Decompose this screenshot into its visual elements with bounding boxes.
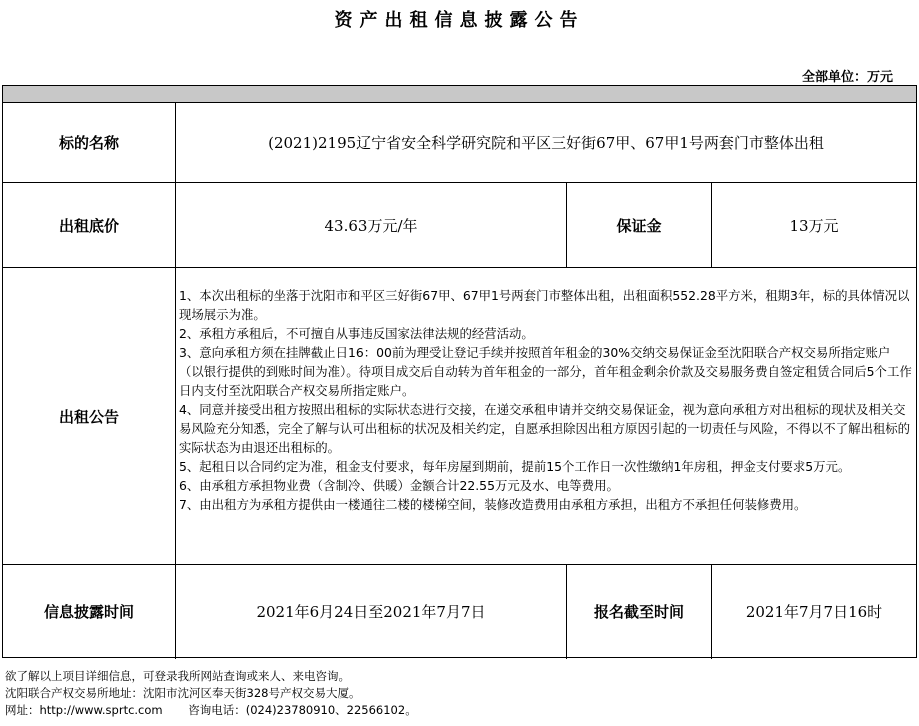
notice-item: 2、承租方承租后，不可擅自从事违反国家法律法规的经营活动。 (179, 326, 534, 341)
deposit-value: 13万元 (789, 216, 839, 235)
deadline-value: 2021年7月7日16时 (745, 603, 883, 621)
reserve-price-value: 43.63万元/年 (324, 216, 418, 235)
disclosure-time-value: 2021年6月24日至2021年7月7日 (256, 603, 486, 621)
notice-item: 3、意向承租方须在挂牌截止日16：00前为理受让登记手续并按照首年租金的30%交纳交易保证金至沈阳联合产权交易所指定账户（以银行提供的到账时间为准）。待项目成交后自动转为首年租金的一部分，首年租金剩余价款及交易服务费自签定租赁合同后5个工作日内支付至沈阳联合产权交易所指定账户。 (179, 345, 912, 398)
notice-item: 4、同意并接受出租方按照出租标的实际状态进行交接，在递交承租申请并交纳交易保证金，视为意向承租方对出租标的现状及相关交易风险充分知悉，完全了解与认可出租标的状况及相关约定，自愿承担除因出租方原因引起的一切责任与风险，不得以不了解出租标的实际状态为由退还出租标的。 (179, 402, 911, 455)
deadline-label: 报名截至时间 (593, 603, 684, 621)
notice-item: 6、由承租方承担物业费（含制冷、供暖）金额合计22.55万元及水、电等费用。 (179, 478, 619, 493)
notice-label: 出租公告 (58, 407, 119, 426)
item-name-value: (2021)2195辽宁省安全科学研究院和平区三好街67甲、67甲1号两套门市整体出租 (268, 134, 824, 152)
deposit-label: 保证金 (616, 216, 662, 235)
reserve-price-label: 出租底价 (58, 216, 119, 235)
disclosure-table (2, 85, 917, 658)
page-title: 资产出租信息披露公告 (334, 10, 585, 31)
notice-content (179, 286, 913, 514)
footer-info (5, 668, 417, 719)
disclosure-time-label: 信息披露时间 (43, 603, 134, 621)
footer-line: 网址：http://www.sprtc.com 咨询电话：(024)23780910、22566102。 (5, 703, 417, 717)
header-band (3, 86, 916, 103)
footer-line: 欲了解以上项目详细信息，可登录我所网站查询或来人、来电咨询。 (5, 669, 350, 683)
unit-note: 全部单位：万元 (801, 70, 893, 85)
notice-item: 5、起租日以合同约定为准，租金支付要求，每年房屋到期前，提前15个工作日一次性缴纳1年房租，押金支付要求5万元。 (179, 459, 851, 474)
item-name-label: 标的名称 (58, 134, 119, 152)
notice-item: 1、本次出租标的坐落于沈阳市和平区三好街67甲、67甲1号两套门市整体出租，出租面积552.28平方米，租期3年，标的具体情况以现场展示为准。 (179, 288, 910, 322)
footer-line: 沈阳联合产权交易所地址：沈阳市沈河区奉天街328号产权交易大厦。 (5, 686, 361, 700)
notice-item: 7、由出租方为承租方提供由一楼通往二楼的楼梯空间，装修改造费用由承租方承担，出租方不承担任何装修费用。 (179, 497, 807, 512)
